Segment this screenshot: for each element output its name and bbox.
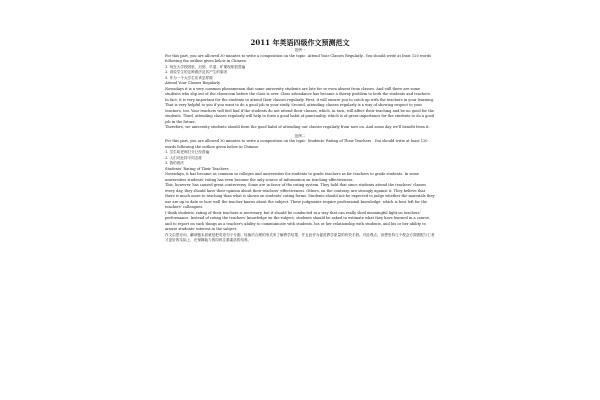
section2-paragraph: 作文由思亦向，翻译题本质就是把英语句子分割、转换后合理的形式来了解教学结果，并且此作为促进教学质量的有效手段。对此观点，但想坚持几个观念方面需配与仁者才更好的实际上，在保障能力的同时注重素质的培养。	[165, 232, 435, 242]
section2-paragraph: This, however, has caused great controversy. Some are in favor of the rating system. They hold that since students attend the teachers' classes every day, they should have their opinion about their teachers' effectiveness. Others, on the contrary, are strongly against it. They believe that there is much more to teaching than what is shown on students' rating forms. Students should not be expected to judge whether the materials they use are up to date or how well the teacher knows about the subject. These judgments require professional knowledge, which is best left for the teachers' colleagues.	[165, 183, 435, 209]
section2-outline-item: 1. 学生给老师打分已经普遍	[165, 150, 210, 154]
section2-outline-item: 3. 我的看法	[165, 161, 184, 165]
document-title: 2011 年英语四级作文预测范文	[250, 38, 350, 47]
section1-outline-item: 1. 现在大学校园里，迟到、早退、旷课现象很普遍	[165, 64, 246, 69]
section2-intro: For this part, you are allowed 30 minutes to write a composition on the topic: Students' Rating of Their Teachers . You should write at least 120 words following the outline given below in Chinese.	[165, 139, 428, 149]
section1-intro: For this part, you are allowed 30 minutes to write a composition on the topic: Attend Your Classes Regularly.. You should write at least 120 words following the outline given below in Chinese.	[165, 53, 431, 63]
document-page	[165, 38, 435, 244]
section2-paragraph: I think students' rating of their teachers is necessary, but it should be conducted in a way that can really shed meaningful light on teachers' performance. Instead of rating the teachers' knowledge on the subject, students should be asked to estimate what they have learned in a course, and to report on such things as a teacher's ability to communicate with students, his or her relationship with students, and his or her ability to arouse students' interest in the subject.	[165, 210, 431, 231]
section1-outline-item: 3. 作为一个大学生应该怎样做	[165, 75, 213, 80]
section1-paragraph: Nowadays it is a very common phenomenon that some university students are late for or even absent from classes. And still there are some students who slip out of the classroom before the class is over. Class attendance has become a thorny problem to both the students and teachers.	[165, 86, 432, 96]
section1-paragraph: Therefore, we university students should form the good habit of attending our classes regularly from now on. And some day we'll benefit from it.	[165, 125, 430, 129]
section1-paragraph: In fact, it is very important for the students to attend their classes regularly. First, it will ensure you to catch up with the teachers in your learning. That is very helpful to you if you want to do a good job in your study. Second, attending classes regularly is a way of showing respect to your teachers, too. Your teachers will feel bad if the students do not attend their classes, which, in turn, will affect their teaching and be no good for the students. Third, attending classes regularly will help to form a good habit of punctuality, which is of great importance for the students to do a good job in the future.	[165, 97, 435, 124]
section1-essay-title: Attend Your Classes Regularly	[165, 81, 221, 85]
section2-outline-item: 2. 人们对此持不同态度	[165, 155, 202, 160]
section2-header: 范例二	[294, 133, 306, 138]
section2-essay-title: Students' Rating of Their Teachers	[165, 166, 229, 171]
section2-paragraph: Nowadays, it has become as common in colleges and universities for students to grade teachers as for teachers to grade students. In some universities students' rating has even become the only source of information on teaching effectiveness.	[165, 172, 419, 182]
section1-outline-item: 2. 说说学生的这种做法及其产生的原因	[165, 70, 228, 74]
section1-header: 范例一	[294, 48, 306, 52]
